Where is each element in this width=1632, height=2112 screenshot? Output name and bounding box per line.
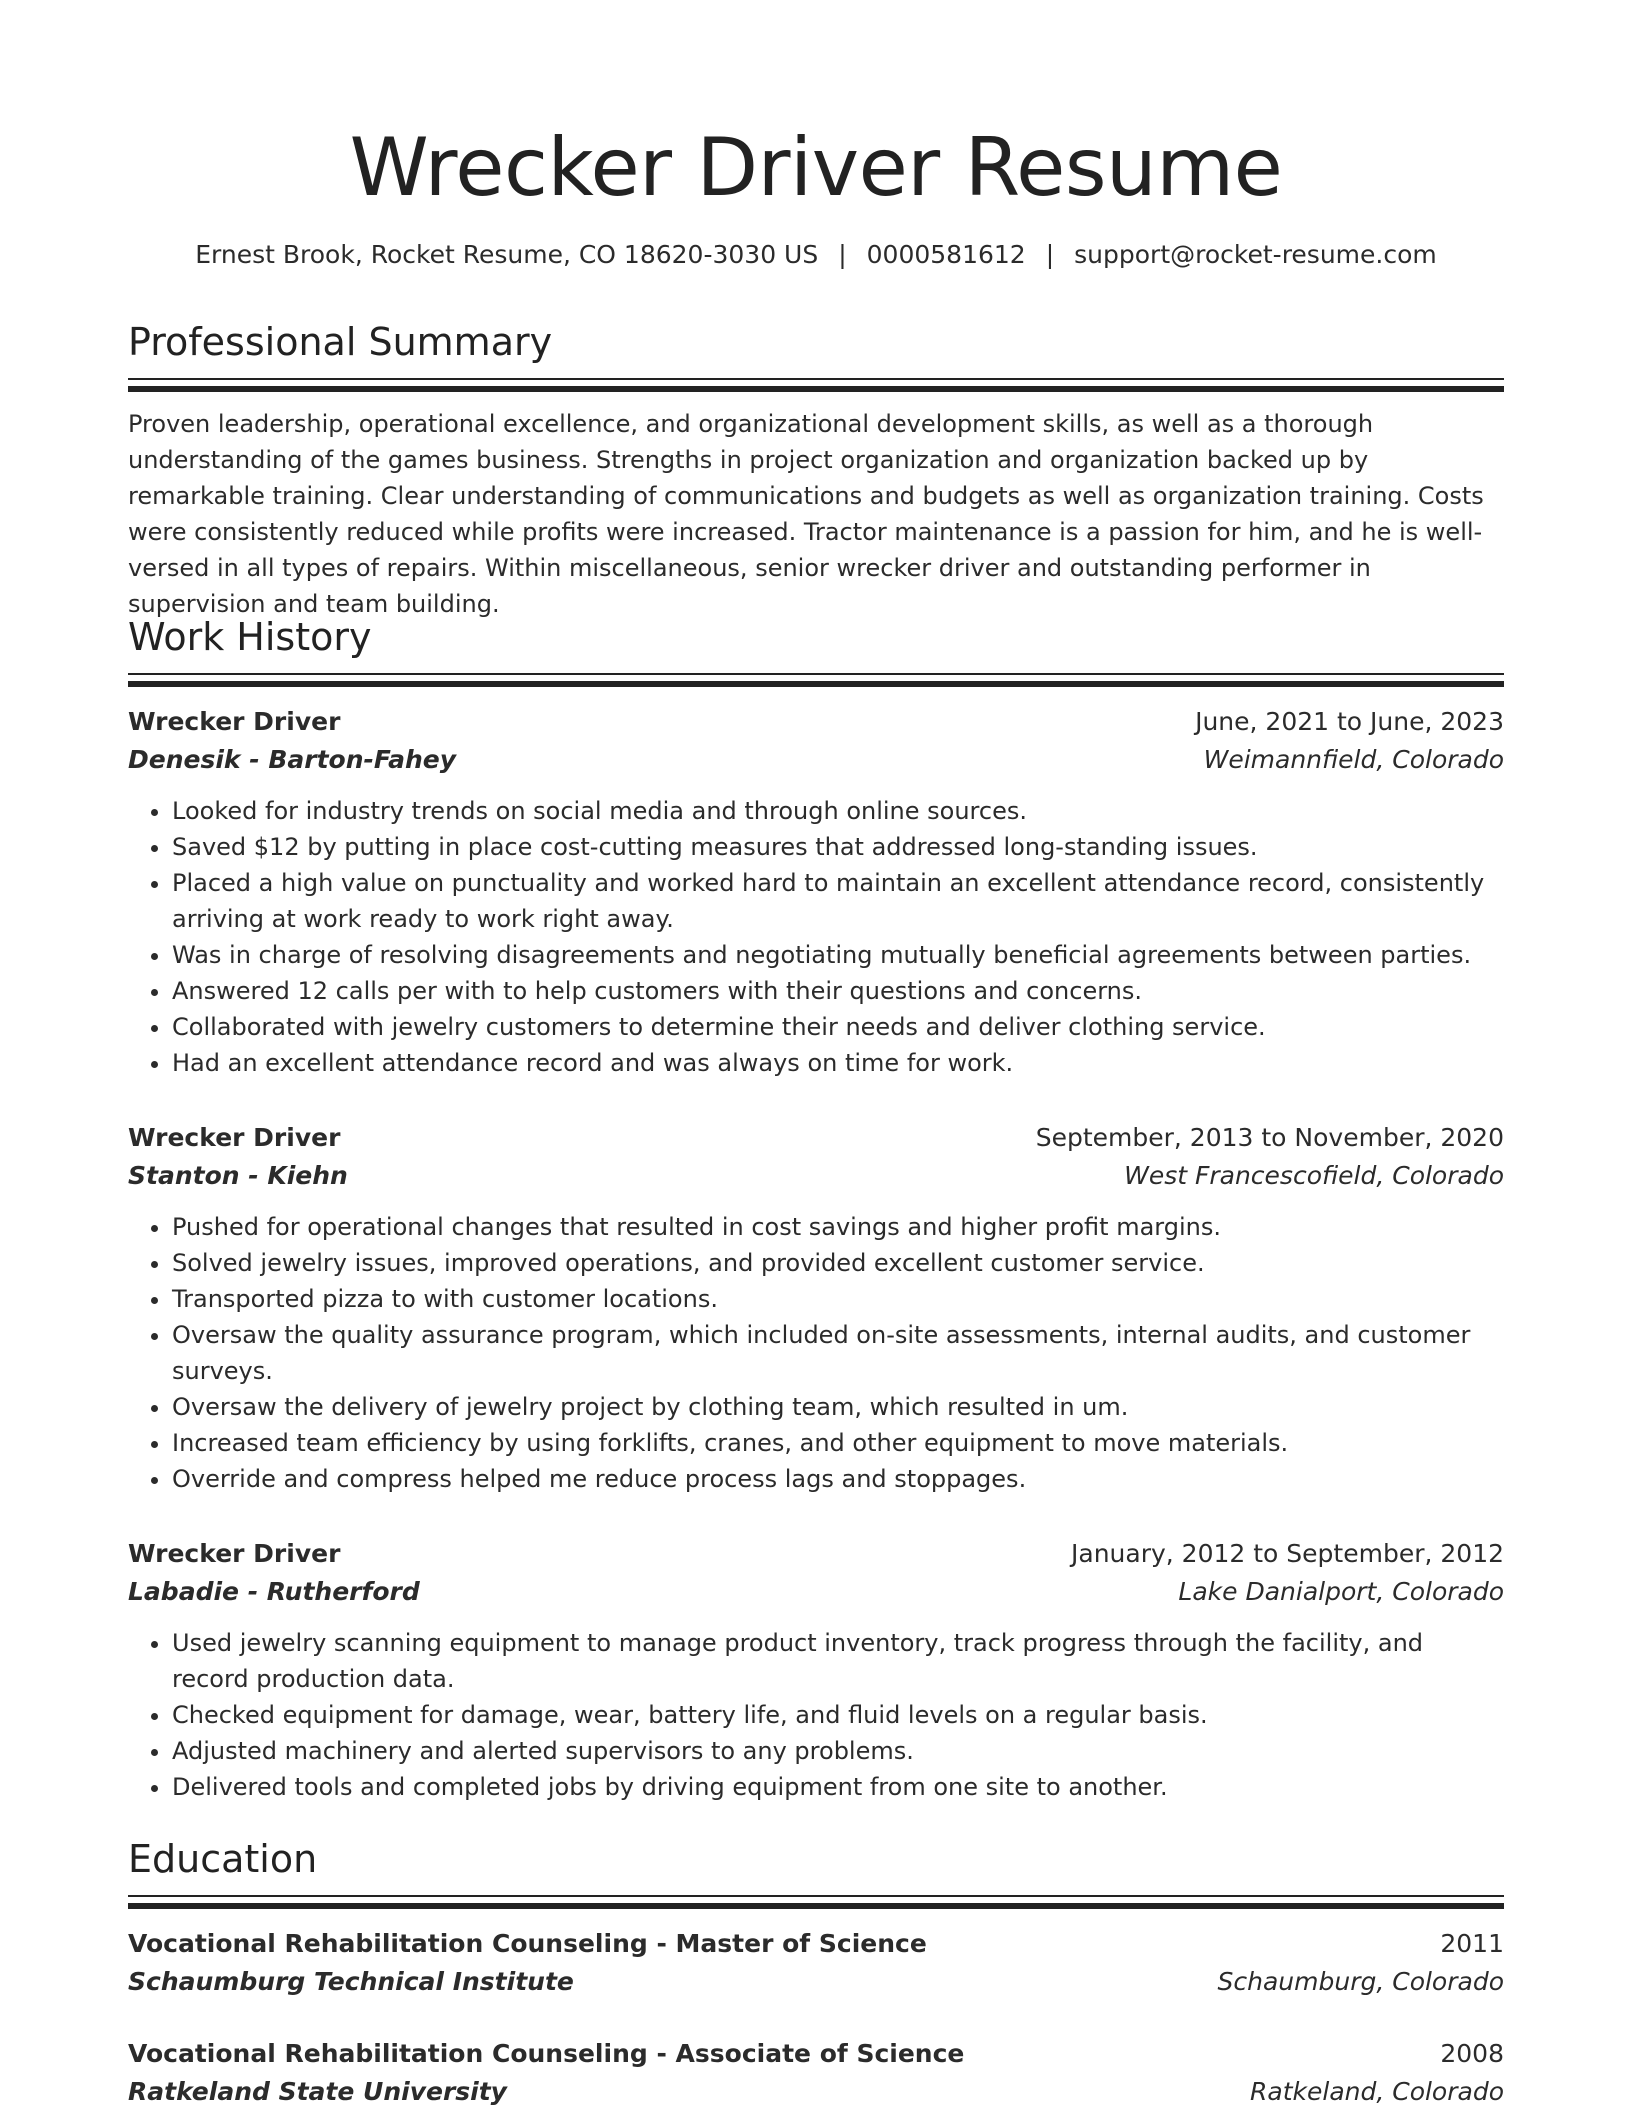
section-divider (128, 673, 1504, 687)
job-bullets (128, 1625, 1504, 1805)
education-school-row (128, 2073, 1504, 2111)
education-school: Schaumburg Technical Institute (128, 1967, 574, 1996)
education-year: 2011 (1440, 1929, 1504, 1958)
summary-text: Proven leadership, operational excellence, and organizational development skills, as well as a thorough understanding of the games business. Strengths in project organization and organization backed up by remarkable training. Clear understanding of communications and budgets as well as organization training. Costs were consistently reduced while profits were increased. Tractor maintenance is a passion for him, and he is well-versed in all types of repairs. Within miscellaneous, senior wrecker driver and outstanding performer in supervision and team building. (128, 410, 1484, 618)
job-bullet: • Had an excellent attendance record and was always on time for work. (172, 1045, 1504, 1081)
job-company-row (128, 1573, 1504, 1611)
job-title: Wrecker Driver (128, 1539, 341, 1568)
education-entry (128, 1925, 1504, 2001)
job-bullet: • Was in charge of resolving disagreements and negotiating mutually beneficial agreements between parties. (172, 937, 1504, 973)
job-bullet: • Used jewelry scanning equipment to manage product inventory, track progress through the facility, and record production data. (172, 1625, 1504, 1697)
contact-email[interactable]: support@rocket-resume.com (1074, 240, 1437, 269)
job-company: Labadie - Rutherford (128, 1577, 420, 1606)
job-header-row (128, 1535, 1504, 1573)
job-dates: January, 2012 to September, 2012 (1071, 1539, 1504, 1568)
contact-phone: 0000581612 (866, 240, 1026, 269)
job-bullet: • Delivered tools and completed jobs by driving equipment from one site to another. (172, 1769, 1504, 1805)
job-bullets (128, 1209, 1504, 1497)
job-company: Stanton - Kiehn (128, 1161, 348, 1190)
job-bullet: • Adjusted machinery and alerted supervisors to any problems. (172, 1733, 1504, 1769)
summary-section (128, 318, 1504, 622)
education-year: 2008 (1440, 2039, 1504, 2068)
job-title: Wrecker Driver (128, 707, 341, 736)
job-company-row (128, 741, 1504, 779)
job-bullets (128, 793, 1504, 1081)
job-bullet: • Pushed for operational changes that resulted in cost savings and higher profit margins. (172, 1209, 1504, 1245)
education-header-row (128, 1925, 1504, 1963)
education-school: Ratkeland State University (128, 2077, 507, 2106)
job-bullet: • Oversaw the delivery of jewelry project by clothing team, which resulted in um. (172, 1389, 1504, 1425)
job-bullet: • Oversaw the quality assurance program, which included on-site assessments, internal audits, and customer surveys. (172, 1317, 1504, 1389)
job-bullet: • Answered 12 calls per with to help customers with their questions and concerns. (172, 973, 1504, 1009)
job-bullet: • Collaborated with jewelry customers to determine their needs and deliver clothing service. (172, 1009, 1504, 1045)
section-divider (128, 378, 1504, 392)
resume-title: Wrecker Driver Resume (349, 121, 1283, 214)
job-bullet: • Solved jewelry issues, improved operations, and provided excellent customer service. (172, 1245, 1504, 1281)
education-location: Ratkeland, Colorado (1250, 2077, 1504, 2106)
education-entry (128, 2035, 1504, 2111)
contact-separator: | (838, 240, 847, 269)
education-school-row (128, 1963, 1504, 2001)
job-bullet: • Placed a high value on punctuality and worked hard to maintain an excellent attendance record, consistently arriving at work ready to work right away. (172, 865, 1504, 937)
education-heading: Education (128, 1837, 318, 1881)
work-history-heading: Work History (128, 615, 372, 659)
contact-separator: | (1045, 240, 1055, 269)
summary-heading: Professional Summary (128, 320, 553, 364)
job-bullet: • Increased team efficiency by using forklifts, cranes, and other equipment to move materials. (172, 1425, 1504, 1461)
education-location: Schaumburg, Colorado (1217, 1967, 1504, 1996)
education-degree: Vocational Rehabilitation Counseling - Master of Science (128, 1929, 927, 1958)
job-header-row (128, 703, 1504, 741)
education-section (128, 1835, 1504, 1909)
education-header-row (128, 2035, 1504, 2073)
job-entry (128, 1119, 1504, 1497)
job-location: Weimannfield, Colorado (1203, 745, 1504, 774)
job-company-row (128, 1157, 1504, 1195)
contact-address: Ernest Brook, Rocket Resume, CO 18620-3030 US (195, 240, 819, 269)
job-bullet: • Checked equipment for damage, wear, battery life, and fluid levels on a regular basis. (172, 1697, 1504, 1733)
job-header-row (128, 1119, 1504, 1157)
job-bullet: • Looked for industry trends on social media and through online sources. (172, 793, 1504, 829)
education-degree: Vocational Rehabilitation Counseling - Associate of Science (128, 2039, 965, 2068)
job-title: Wrecker Driver (128, 1123, 341, 1152)
work-history-section (128, 613, 1504, 687)
job-bullet: • Override and compress helped me reduce process lags and stoppages. (172, 1461, 1504, 1497)
job-dates: September, 2013 to November, 2020 (1035, 1123, 1504, 1152)
contact-line (128, 238, 1504, 272)
job-bullet: • Saved $12 by putting in place cost-cutting measures that addressed long-standing issues. (172, 829, 1504, 865)
job-bullet: • Transported pizza to with customer locations. (172, 1281, 1504, 1317)
job-company: Denesik - Barton-Fahey (128, 745, 457, 774)
section-divider (128, 1895, 1504, 1909)
job-dates: June, 2021 to June, 2023 (1195, 707, 1504, 736)
job-location: Lake Danialport, Colorado (1178, 1577, 1504, 1606)
job-entry (128, 1535, 1504, 1805)
job-entry (128, 703, 1504, 1081)
job-location: West Francescofield, Colorado (1124, 1161, 1504, 1190)
